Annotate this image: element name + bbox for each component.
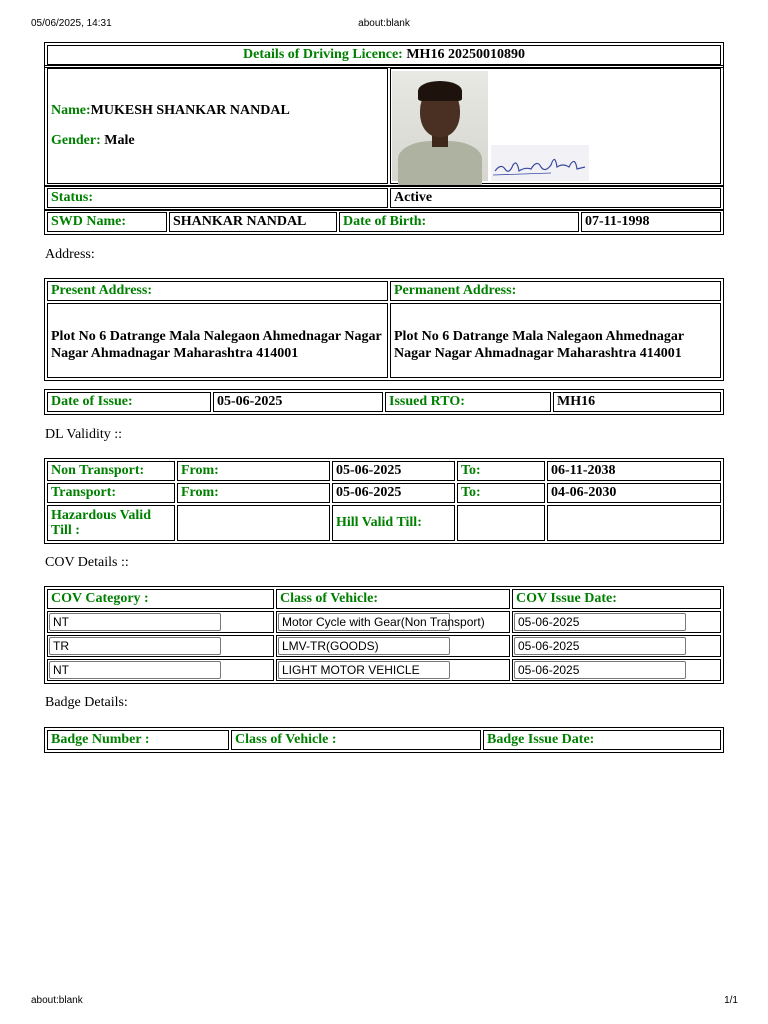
cov-category-field[interactable]: TR: [49, 637, 221, 655]
cov-issue-date-field[interactable]: 05-06-2025: [514, 661, 686, 679]
gender-value: Male: [104, 133, 135, 148]
validity-table: [44, 458, 724, 544]
vehicle-class-field[interactable]: Motor Cycle with Gear(Non Transport): [278, 613, 450, 631]
table-row: [47, 611, 721, 633]
cov-class-header: Class of Vehicle:: [276, 589, 510, 609]
nt-to-value: 06-11-2038: [547, 461, 721, 481]
photo-cell: [390, 68, 721, 184]
badge-date-header: Badge Issue Date:: [483, 730, 721, 750]
badge-details-label: Badge Details:: [45, 695, 128, 710]
issue-date-value: 05-06-2025: [213, 392, 383, 412]
signature-image: [491, 145, 589, 181]
tr-to-label: To:: [457, 483, 545, 503]
swd-value: SHANKAR NANDAL: [169, 212, 337, 232]
badge-class-header: Class of Vehicle :: [231, 730, 481, 750]
table-row: [47, 635, 721, 657]
cov-category-header: COV Category :: [47, 589, 274, 609]
tr-from-label: From:: [177, 483, 330, 503]
issued-rto-label: Issued RTO:: [385, 392, 551, 412]
cov-table: [44, 586, 724, 684]
swd-dob-table: [44, 209, 724, 235]
name-label: Name:: [51, 103, 91, 118]
hazardous-label: Hazardous Valid Till :: [47, 505, 175, 541]
name-gender-cell: [47, 68, 388, 184]
hill-value: [457, 505, 545, 541]
cov-category-field[interactable]: NT: [49, 661, 221, 679]
personal-info-table: [44, 65, 724, 187]
cov-issue-date-field[interactable]: 05-06-2025: [514, 637, 686, 655]
status-table: [44, 185, 724, 211]
nt-to-label: To:: [457, 461, 545, 481]
cov-category-field[interactable]: NT: [49, 613, 221, 631]
non-transport-label: Non Transport:: [47, 461, 175, 481]
cov-date-header: COV Issue Date:: [512, 589, 721, 609]
table-row: [47, 659, 721, 681]
issued-rto-value: MH16: [553, 392, 721, 412]
holder-name: MUKESH SHANKAR NANDAL: [90, 103, 290, 118]
licence-heading: [47, 45, 721, 65]
status-label: Status:: [47, 188, 388, 208]
permanent-address: Plot No 6 Datrange Mala Nalegaon Ahmednagar Nagar Nagar Ahmadnagar Maharashtra 414001: [390, 303, 721, 378]
nt-from-value: 05-06-2025: [332, 461, 455, 481]
print-page-count: 1/1: [724, 995, 738, 1006]
dl-validity-label: DL Validity ::: [45, 427, 122, 442]
holder-photo: [392, 71, 488, 181]
tr-from-value: 05-06-2025: [332, 483, 455, 503]
present-address: Plot No 6 Datrange Mala Nalegaon Ahmednagar Nagar Nagar Ahmadnagar Maharashtra 414001: [47, 303, 388, 378]
print-timestamp: 05/06/2025, 14:31: [31, 18, 112, 29]
gender-label: Gender:: [51, 133, 101, 148]
dob-label: Date of Birth:: [339, 212, 579, 232]
dob-value: 07-11-1998: [581, 212, 721, 232]
issue-table: [44, 389, 724, 415]
issue-date-label: Date of Issue:: [47, 392, 211, 412]
address-section-label: Address:: [45, 247, 95, 262]
present-address-label: Present Address:: [47, 281, 388, 301]
status-value: Active: [390, 188, 721, 208]
address-table: [44, 278, 724, 381]
print-title: about:blank: [358, 18, 410, 29]
hill-extra: [547, 505, 721, 541]
vehicle-class-field[interactable]: LMV-TR(GOODS): [278, 637, 450, 655]
swd-label: SWD Name:: [47, 212, 167, 232]
vehicle-class-field[interactable]: LIGHT MOTOR VEHICLE: [278, 661, 450, 679]
cov-issue-date-field[interactable]: 05-06-2025: [514, 613, 686, 631]
print-footer-url: about:blank: [31, 995, 83, 1006]
cov-details-label: COV Details ::: [45, 555, 129, 570]
hazardous-value: [177, 505, 330, 541]
licence-number: MH16 20250010890: [406, 47, 525, 62]
permanent-address-label: Permanent Address:: [390, 281, 721, 301]
tr-to-value: 04-06-2030: [547, 483, 721, 503]
licence-heading-label: Details of Driving Licence:: [243, 47, 403, 62]
hill-label: Hill Valid Till:: [332, 505, 455, 541]
badge-number-header: Badge Number :: [47, 730, 229, 750]
badge-table: [44, 727, 724, 753]
nt-from-label: From:: [177, 461, 330, 481]
transport-label: Transport:: [47, 483, 175, 503]
